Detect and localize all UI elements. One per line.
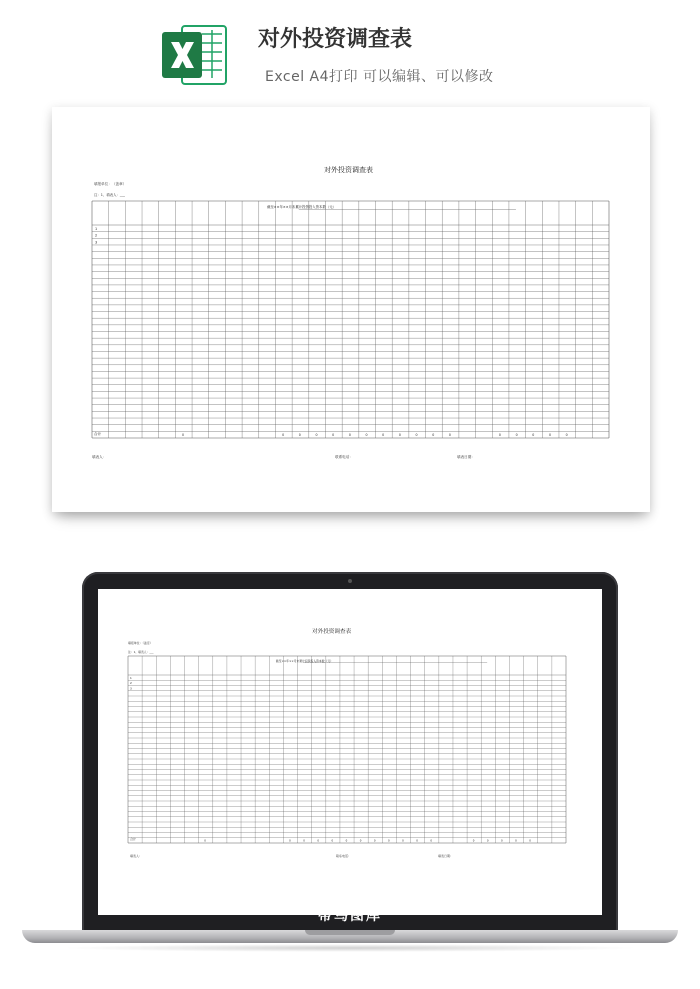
total-zero: 0: [182, 433, 185, 437]
total-zero-small: 0: [486, 839, 489, 843]
row-numbers: [95, 227, 97, 244]
spreadsheet-grid: [92, 201, 609, 438]
footer-filler: 填表人：: [92, 455, 107, 459]
total-zero: 0: [398, 433, 401, 437]
total-zero-small: 0: [345, 839, 348, 843]
spreadsheet-grid-small: [128, 656, 566, 843]
row-number-small: 2: [130, 681, 132, 686]
footer-phone: 联系电话：: [335, 455, 353, 459]
camera-dot: [348, 579, 352, 583]
total-zero-small: 0: [387, 839, 390, 843]
total-zero: 0: [515, 433, 518, 437]
spreadsheet-preview-small: [98, 589, 602, 915]
column-group-title: 截至××年××月末累计投资投入资本数（元）: [267, 205, 337, 209]
spreadsheet-preview: [52, 107, 650, 512]
unit-line: 填报单位：（盖章）: [94, 182, 127, 186]
row-number: 2: [95, 233, 98, 238]
footer-date-small: 填表日期：: [438, 854, 454, 858]
total-zero: 0: [282, 433, 285, 437]
total-zero: 0: [365, 433, 368, 437]
laptop-notch: [305, 930, 395, 935]
total-zero-small: 0: [501, 839, 503, 843]
total-zero: 0: [315, 433, 318, 437]
total-zero-small: 0: [515, 839, 517, 843]
total-label-small: 合计: [130, 837, 137, 841]
sheet-title-small: 对外投资调查表: [312, 629, 352, 635]
total-zero-small: 0: [289, 839, 291, 843]
total-zero-small: 0: [472, 839, 475, 843]
total-zero-small: 0: [303, 839, 305, 843]
watermark: 蒂鸟图库: [318, 908, 382, 924]
total-zero: 0: [298, 433, 301, 437]
laptop-screen: [98, 589, 602, 915]
total-zero: 0: [432, 433, 435, 437]
excel-icon: [162, 24, 228, 86]
row-number-small: 3: [130, 686, 132, 691]
total-zero: 0: [548, 433, 551, 437]
total-zero-small: 0: [204, 839, 206, 843]
total-zero-small: 0: [529, 839, 531, 843]
page-title: 对外投资调查表: [258, 27, 413, 52]
footer-filler-small: 填表人：: [130, 854, 143, 858]
header: [0, 0, 700, 100]
total-zero: 0: [565, 433, 568, 437]
total-zero-small: 0: [430, 839, 433, 843]
total-zero-small: 0: [373, 839, 376, 843]
column-group-title-small: 截至××年××月末累计投资投入资本数（元）: [276, 659, 333, 663]
laptop-shadow: [60, 944, 640, 952]
total-zero: 0: [532, 433, 535, 437]
laptop-mockup: [82, 572, 618, 933]
note-line-small: 注：1、填表人：___: [128, 650, 154, 654]
sheet-title: 对外投资调查表: [324, 166, 373, 174]
total-zero-small: 0: [402, 839, 404, 843]
row-number-small: 1: [130, 675, 132, 680]
row-number: 3: [95, 240, 98, 245]
total-zero-small: 0: [416, 839, 418, 843]
total-label: 合计: [94, 432, 102, 436]
total-zero: 0: [348, 433, 351, 437]
total-values: [182, 433, 568, 437]
total-zero: 0: [415, 433, 418, 437]
document-sheet: [52, 107, 650, 512]
row-number: 1: [95, 226, 98, 231]
total-zero-small: 0: [331, 839, 334, 843]
total-zero: 0: [332, 433, 335, 437]
total-zero: 0: [448, 433, 451, 437]
page-subtitle: Excel A4打印 可以编辑、可以修改: [265, 69, 494, 85]
total-zero-small: 0: [317, 839, 319, 843]
total-zero: 0: [382, 433, 385, 437]
total-zero: 0: [498, 433, 501, 437]
unit-line-small: 填报单位：（盖章）: [128, 641, 153, 645]
footer-date: 填表日期：: [457, 455, 475, 459]
note-line: 注：1、填表人：___: [94, 193, 125, 197]
total-zero-small: 0: [359, 839, 362, 843]
footer-phone-small: 联系电话：: [336, 854, 352, 858]
